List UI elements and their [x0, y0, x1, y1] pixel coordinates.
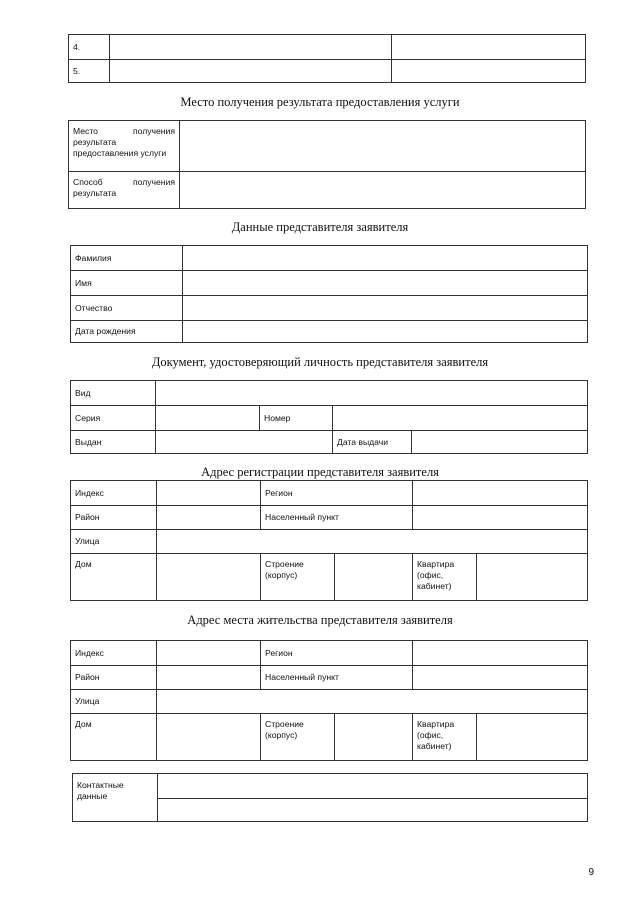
- doc-type-label: Вид: [75, 387, 91, 398]
- table-row: [71, 270, 587, 295]
- locality-label: Населенный пункт: [260, 666, 412, 689]
- table-row: [69, 35, 585, 59]
- row-number: 4.: [73, 41, 81, 52]
- table-row: [71, 320, 587, 342]
- index-label: Индекс: [75, 487, 104, 498]
- issue-date-label: Дата выдачи: [332, 431, 411, 453]
- street-label: Улица: [75, 536, 100, 546]
- birthdate-field[interactable]: [182, 321, 587, 342]
- table-row: [71, 505, 587, 529]
- section-title: Место получения результата предоставления услуги: [180, 95, 460, 109]
- building-label: Строение (корпус): [260, 714, 334, 760]
- contacts-fields: [157, 774, 587, 821]
- section-title: Адрес регистрации представителя заявителя: [201, 465, 439, 479]
- locality-field[interactable]: [412, 666, 587, 689]
- issued-by-field[interactable]: [155, 431, 332, 453]
- index-field[interactable]: [156, 641, 260, 665]
- contacts-table: [72, 773, 588, 822]
- section-title: Адрес места жительства представителя заявителя: [187, 613, 453, 627]
- result-method-label: Способ получения результата: [73, 177, 175, 198]
- table-row: [71, 405, 587, 430]
- district-label: Район: [75, 512, 100, 522]
- table-row: [71, 713, 587, 760]
- name-label: Имя: [75, 277, 92, 288]
- result-table: [68, 120, 586, 209]
- table-row: [71, 481, 587, 505]
- region-label: Регион: [260, 481, 412, 505]
- number-label: Номер: [259, 406, 332, 430]
- contacts-field-2[interactable]: [158, 798, 587, 821]
- table-cell[interactable]: [109, 35, 391, 59]
- result-method-field[interactable]: [179, 172, 585, 208]
- region-label: Регион: [260, 641, 412, 665]
- table-row: [71, 246, 587, 270]
- table-row: [71, 553, 587, 600]
- name-field[interactable]: [182, 271, 587, 295]
- table-row: [69, 121, 585, 171]
- contacts-field-1[interactable]: [158, 774, 587, 799]
- identity-document-table: [70, 380, 588, 454]
- apartment-field[interactable]: [476, 554, 587, 600]
- table-cell[interactable]: [109, 60, 391, 82]
- locality-label: Населенный пункт: [260, 506, 412, 529]
- index-field[interactable]: [156, 481, 260, 505]
- street-field[interactable]: [156, 690, 587, 713]
- birthdate-label: Дата рождения: [75, 326, 136, 336]
- contacts-label: Контактные данные: [77, 780, 124, 801]
- house-field[interactable]: [156, 554, 260, 600]
- result-place-field[interactable]: [179, 121, 585, 171]
- number-field[interactable]: [332, 406, 587, 430]
- representative-table: [70, 245, 588, 343]
- table-cell[interactable]: [391, 60, 585, 82]
- building-field[interactable]: [334, 554, 412, 600]
- building-field[interactable]: [334, 714, 412, 760]
- district-label: Район: [75, 672, 100, 682]
- table-row: [71, 665, 587, 689]
- street-label: Улица: [75, 696, 100, 706]
- table-row: [71, 689, 587, 713]
- series-field[interactable]: [155, 406, 259, 430]
- house-label: Дом: [75, 719, 92, 729]
- section-title: Данные представителя заявителя: [231, 220, 409, 234]
- table-row: [69, 171, 585, 208]
- issue-date-field[interactable]: [411, 431, 587, 453]
- apartment-label: Квартира (офис, кабинет): [412, 554, 476, 600]
- table-row: [71, 641, 587, 665]
- house-field[interactable]: [156, 714, 260, 760]
- region-field[interactable]: [412, 641, 587, 665]
- district-field[interactable]: [156, 666, 260, 689]
- result-place-label: Место получения результата предоставления услуги: [73, 126, 175, 158]
- table-row: [71, 295, 587, 320]
- patronymic-label: Отчество: [75, 302, 113, 313]
- section-title: Документ, удостоверяющий личность представителя заявителя: [151, 355, 489, 369]
- table-cell[interactable]: [391, 35, 585, 59]
- doc-type-field[interactable]: [155, 381, 587, 405]
- surname-field[interactable]: [182, 246, 587, 270]
- issued-by-label: Выдан: [75, 436, 102, 447]
- apartment-field[interactable]: [476, 714, 587, 760]
- page-number: 9: [588, 867, 594, 878]
- table-row: [69, 59, 585, 82]
- district-field[interactable]: [156, 506, 260, 529]
- surname-label: Фамилия: [75, 252, 112, 263]
- index-label: Индекс: [75, 647, 104, 658]
- residence-address-table: [70, 640, 588, 761]
- apartment-label: Квартира (офис, кабинет): [412, 714, 476, 760]
- numbered-rows-table: [68, 34, 586, 83]
- registration-address-table: [70, 480, 588, 601]
- patronymic-field[interactable]: [182, 296, 587, 320]
- table-row: [71, 381, 587, 405]
- row-number: 5.: [73, 65, 81, 76]
- table-row: [71, 430, 587, 453]
- table-row: [71, 529, 587, 553]
- house-label: Дом: [75, 559, 92, 569]
- series-label: Серия: [75, 412, 101, 423]
- street-field[interactable]: [156, 530, 587, 553]
- locality-field[interactable]: [412, 506, 587, 529]
- region-field[interactable]: [412, 481, 587, 505]
- building-label: Строение (корпус): [260, 554, 334, 600]
